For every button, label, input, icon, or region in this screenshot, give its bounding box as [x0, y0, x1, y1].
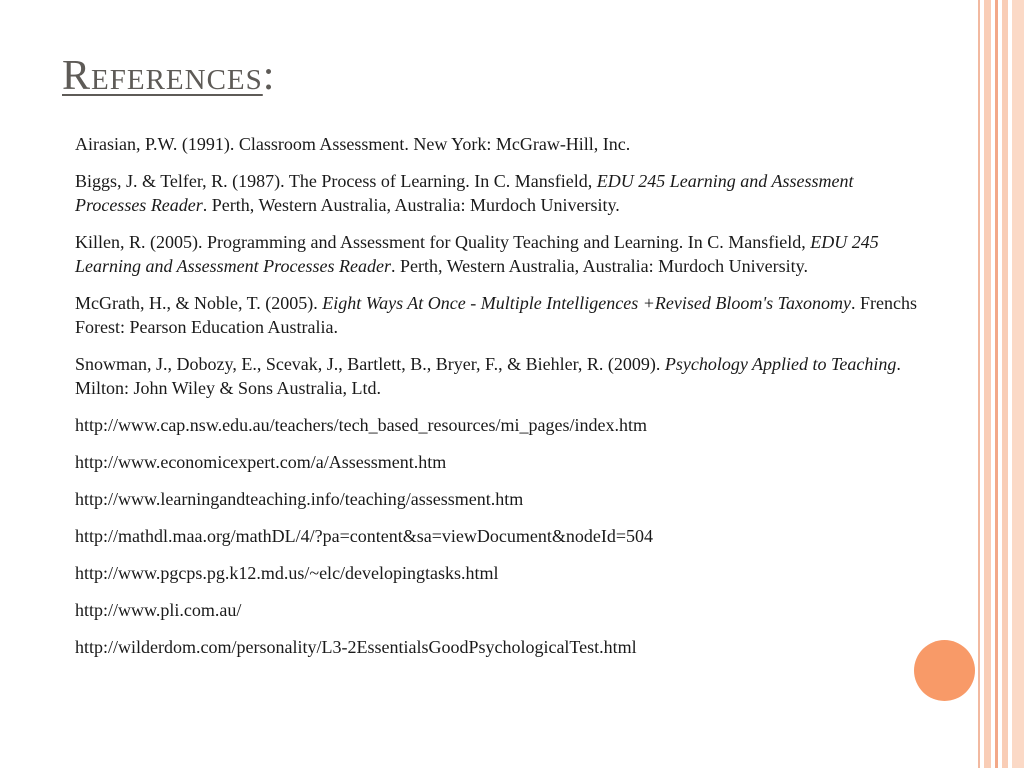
reference-list: [75, 132, 920, 672]
decorative-circle: [914, 640, 975, 701]
reference-url-text: http://www.economicexpert.com/a/Assessment.htm: [75, 452, 447, 472]
reference-url: [75, 450, 920, 474]
reference-url-text: http://mathdl.maa.org/mathDL/4/?pa=content&sa=viewDocument&nodeId=504: [75, 526, 653, 546]
slide-title-colon: :: [262, 53, 276, 99]
reference-italic-title: EDU 245 Learning and Assessment Processes Reader: [75, 232, 879, 276]
reference-url-text: http://wilderdom.com/personality/L3-2EssentialsGoodPsychologicalTest.html: [75, 637, 637, 657]
stripe: [1002, 0, 1008, 768]
reference-text-tail: . Perth, Western Australia, Australia: Murdoch University.: [390, 256, 808, 276]
reference-url-text: http://www.pgcps.pg.k12.md.us/~elc/developingtasks.html: [75, 563, 499, 583]
reference-item: [75, 169, 920, 217]
reference-url: [75, 413, 920, 437]
reference-item: [75, 132, 920, 156]
stripe: [995, 0, 998, 768]
reference-italic-title: EDU 245 Learning and Assessment Processes Reader: [75, 171, 854, 215]
reference-item: [75, 291, 920, 339]
stripe: [1012, 0, 1024, 768]
reference-url: [75, 524, 920, 548]
reference-text: Airasian, P.W. (1991). Classroom Assessment. New York: McGraw-Hill, Inc.: [75, 134, 631, 154]
reference-item: [75, 230, 920, 278]
reference-url: [75, 561, 920, 585]
decorative-stripes: [978, 0, 1024, 768]
reference-item: [75, 352, 920, 400]
reference-url-text: http://www.pli.com.au/: [75, 600, 242, 620]
reference-url: [75, 598, 920, 622]
reference-text: McGrath, H., & Noble, T. (2005).: [75, 293, 323, 313]
reference-url-text: http://www.learningandteaching.info/teaching/assessment.htm: [75, 489, 524, 509]
slide-title: [62, 52, 275, 100]
reference-italic-title: Eight Ways At Once - Multiple Intelligences +Revised Bloom's Taxonomy: [322, 293, 852, 313]
slide-title-text: References: [62, 53, 263, 99]
reference-url: [75, 487, 920, 511]
reference-text-tail: . Perth, Western Australia, Australia: Murdoch University.: [202, 195, 620, 215]
reference-italic-title: Psychology Applied to Teaching: [664, 354, 897, 374]
stripe: [978, 0, 980, 768]
reference-text-tail: . Milton: John Wiley & Sons Australia, Ltd.: [75, 354, 901, 398]
reference-text-tail: . Frenchs Forest: Pearson Education Australia.: [75, 293, 918, 337]
reference-text: Biggs, J. & Telfer, R. (1987). The Process of Learning. In C. Mansfield,: [75, 171, 597, 191]
stripe: [984, 0, 991, 768]
reference-text: Killen, R. (2005). Programming and Assessment for Quality Teaching and Learning. In C. Mansfield,: [75, 232, 811, 252]
reference-url-text: http://www.cap.nsw.edu.au/teachers/tech_based_resources/mi_pages/index.htm: [75, 415, 647, 435]
reference-url: [75, 635, 920, 659]
reference-text: Snowman, J., Dobozy, E., Scevak, J., Bartlett, B., Bryer, F., & Biehler, R. (2009).: [75, 354, 665, 374]
